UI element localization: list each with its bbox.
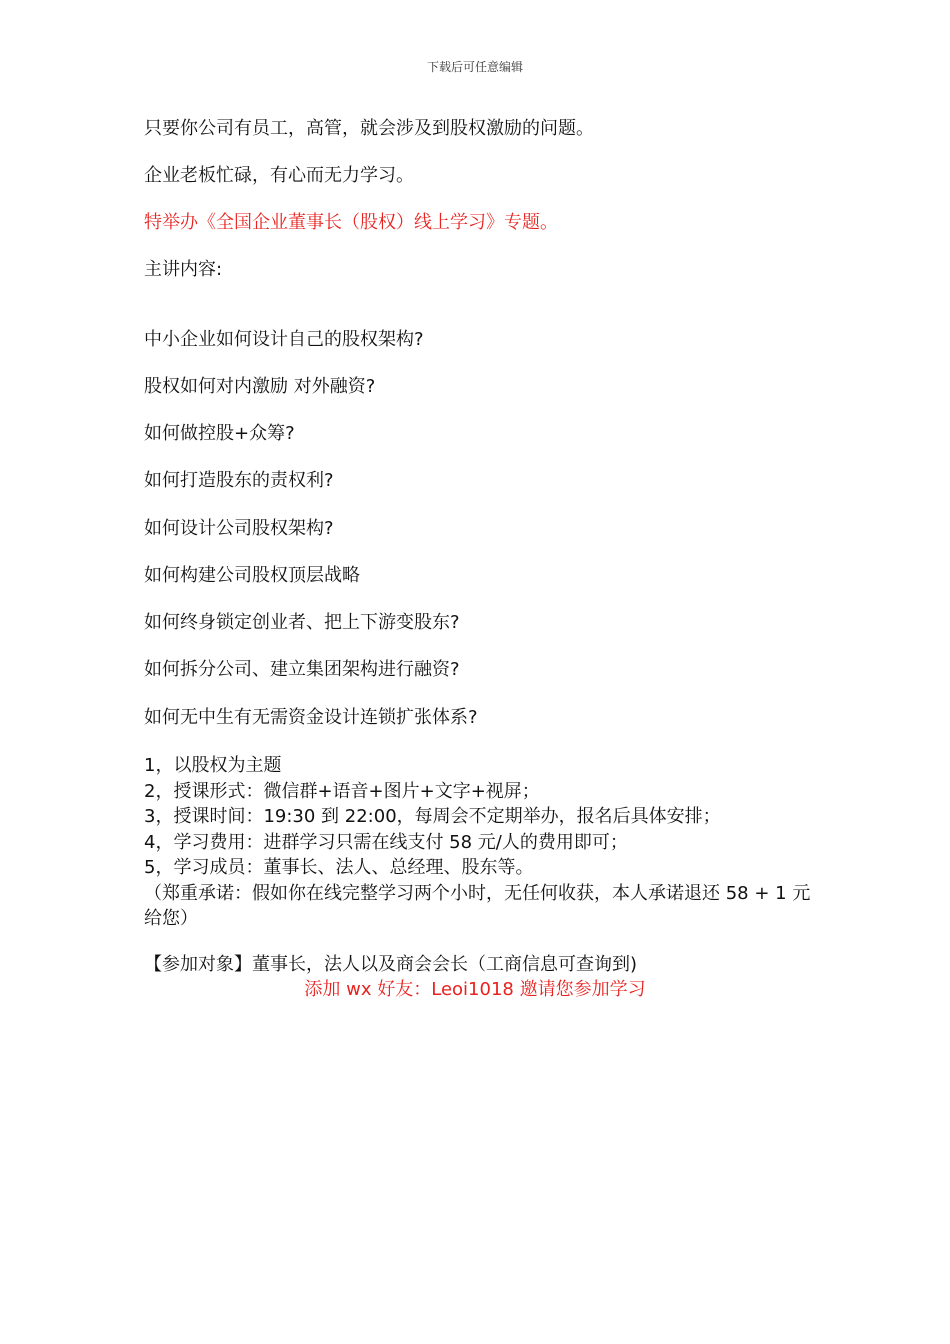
- question-item: 如何构建公司股权顶层战略: [144, 565, 360, 586]
- course-details: [144, 753, 814, 932]
- question-item: 如何做控股+众筹?: [144, 423, 295, 444]
- detail-item: 2，授课形式：微信群+语音+图片+文字+视屏；: [144, 780, 540, 802]
- detail-item: 4，学习费用：进群学习只需在线支付 58 元/人的费用即可；: [144, 831, 628, 853]
- topics-heading: 主讲内容:: [144, 259, 223, 280]
- contact-line: 添加 wx 好友：Leoi1018 邀请您参加学习: [304, 979, 646, 1000]
- question-item: 如何设计公司股权架构?: [144, 518, 334, 539]
- question-item: 如何无中生有无需资金设计连锁扩张体系?: [144, 707, 478, 728]
- question-item: 股权如何对内激励 对外融资?: [144, 376, 376, 397]
- intro-line-1: 只要你公司有员工，高管，就会涉及到股权激励的问题。: [144, 118, 594, 139]
- detail-item: 3，授课时间：19:30 到 22:00，每周会不定期举办，报名后具体安排；: [144, 806, 721, 827]
- intro-line-2: 企业老板忙碌，有心而无力学习。: [144, 165, 414, 186]
- question-item: 中小企业如何设计自己的股权架构?: [144, 329, 424, 350]
- detail-item: 1，以股权为主题: [144, 755, 282, 776]
- page-header: 下载后可任意编辑: [426, 60, 523, 74]
- detail-item: 5，学习成员：董事长、法人、总经理、股东等。: [144, 857, 534, 878]
- question-item: 如何打造股东的责权利?: [144, 470, 334, 491]
- refund-promise: （郑重承诺：假如你在线完整学习两个小时，无任何收获，本人承诺退还 58 + 1 元给您）: [144, 882, 811, 929]
- event-title: 特举办《全国企业董事长（股权）线上学习》专题。: [144, 212, 558, 233]
- question-item: 如何拆分公司、建立集团架构进行融资?: [144, 659, 460, 680]
- audience-line: 【参加对象】董事长，法人以及商会会长（工商信息可查询到): [144, 954, 638, 975]
- question-item: 如何终身锁定创业者、把上下游变股东?: [144, 612, 460, 633]
